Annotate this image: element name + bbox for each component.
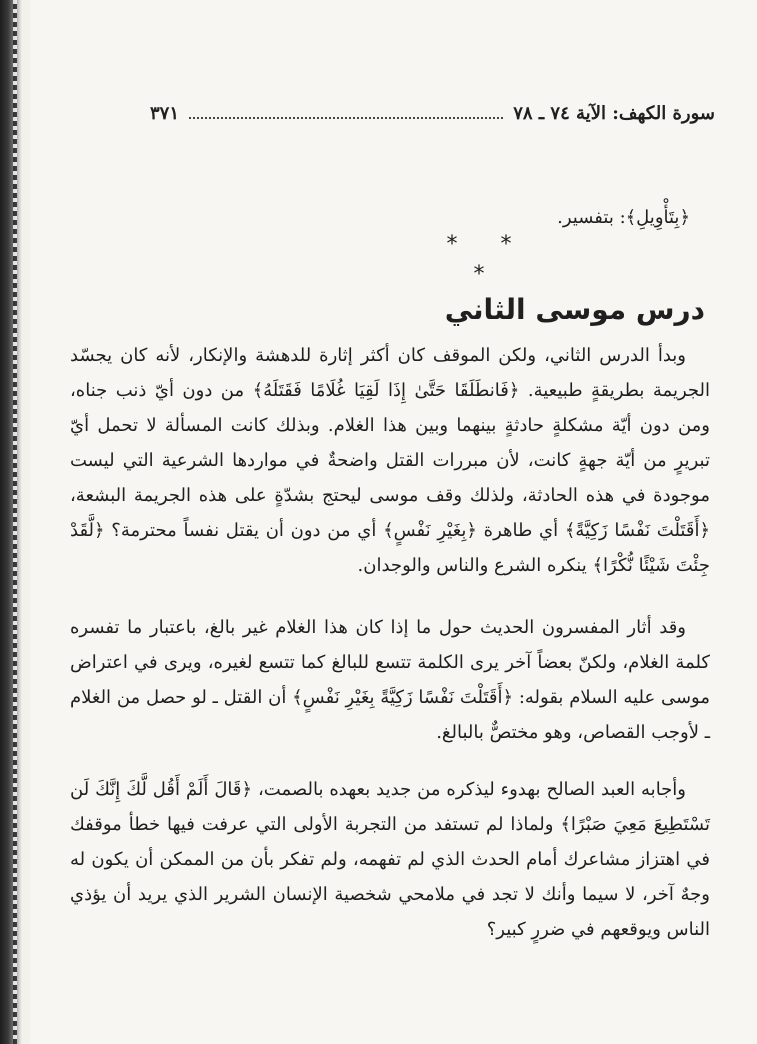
binding-stitches bbox=[13, 0, 17, 1044]
paragraph-2: وقد أثار المفسرون الحديث حول ما إذا كان هذا الغلام غير بالغ، باعتبار ما تفسره كلمة الغلام، ولكنّ بعضاً آخر يرى الكلمة تتسع للبالغ كما تتسع لغيره، ويرى في اعتراض موسى عليه السلام بقوله: ﴿أَقَتَلْتَ نَفْسًا زَكِيَّةً بِغَيْرِ نَفْسٍ﴾ أن القتل ـ لو حصل من الغلام ـ لأوجب القصاص، وهو مختصٌّ بالبالغ. bbox=[70, 617, 710, 743]
header-title: سورة الكهف: الآية ٧٤ ـ ٧٨ bbox=[513, 102, 715, 124]
page-header bbox=[150, 100, 715, 126]
section-heading: درس موسى الثاني bbox=[444, 293, 705, 326]
page-number: ٣٧١ bbox=[150, 102, 180, 124]
intro-line: ﴿بِتَأْوِيلِ﴾: بتفسير. bbox=[557, 207, 690, 228]
header-dots bbox=[189, 117, 503, 119]
paragraph-1: وبدأ الدرس الثاني، ولكن الموقف كان أكثر إثارة للدهشة والإنكار، لأنه كان يجسّد الجريمة بطريقةٍ طبيعية. ﴿فَانطَلَقَا حَتَّىٰ إِذَا لَقِيَا غُلَامًا فَقَتَلَهُ﴾ من دون أيّ ذنب جناه، ومن دون أيّة مشكلةٍ حادثةٍ بينهما وبين هذا الغلام. وبذلك كانت المسألة لا تحمل أيّ تبريرٍ من أيّة جهةٍ كانت، لأن مبررات القتل واضحةٌ في مواردها الشرعية التي ليست موجودة في هذه الحادثة، ولذلك وقف موسى ليحتج بشدّةٍ على هذه الجريمة البشعة، ﴿أَقَتَلْتَ نَفْسًا زَكِيَّةً﴾ أي طاهرة ﴿بِغَيْرِ نَفْسٍ﴾ أي من دون أن يقتل نفساً محترمة؟ ﴿لَّقَدْ جِئْتَ شَيْئًا نُّكْرًا﴾ ينكره الشرع والناس والوجدان. bbox=[70, 345, 710, 576]
book-binding bbox=[0, 0, 22, 1044]
section-separator: * * * bbox=[446, 232, 530, 287]
paragraph-3: وأجابه العبد الصالح بهدوء ليذكره من جديد بعهده بالصمت، ﴿قَالَ أَلَمْ أَقُل لَّكَ إِنَّكَ لَن تَسْتَطِيعَ مَعِيَ صَبْرًا﴾ ولماذا لم تستفد من التجربة الأولى التي عرفت فيها خطأ موقفك في اهتزاز مشاعرك أمام الحدث الذي لم تفهمه، ولم تفكر بأن من الممكن أن يكون له وجهٌ آخر، لا سيما وأنك لا تجد في ملامحي شخصية الإنسان الشرير الذي يريد أن يؤذي الناس ويوقعهم في ضررٍ كبير؟ bbox=[70, 779, 711, 940]
